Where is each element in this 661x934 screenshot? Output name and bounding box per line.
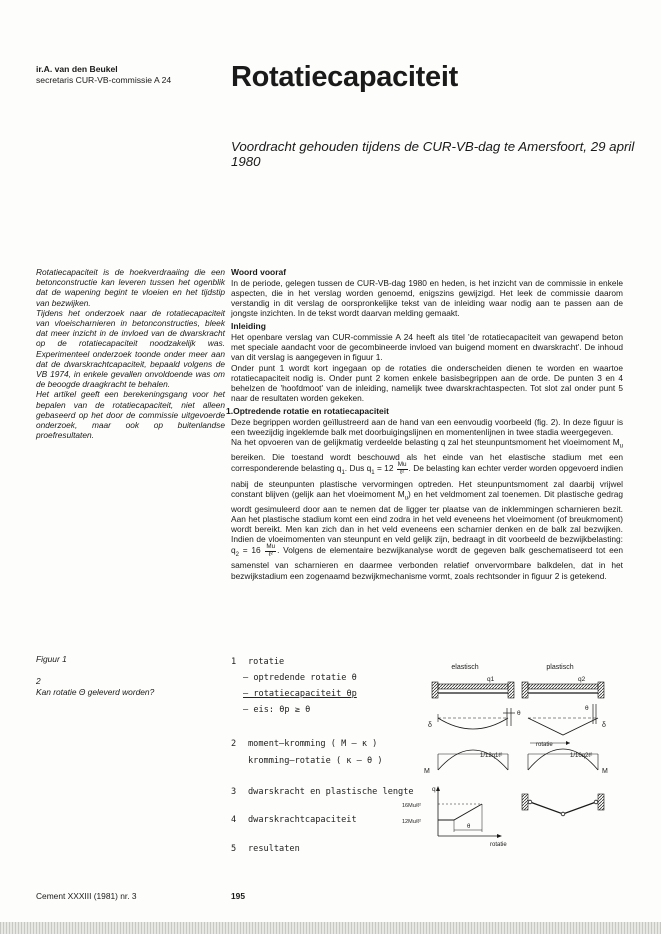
fraction-denominator: ℓ² bbox=[400, 468, 405, 476]
fraction-mu-l2 bbox=[397, 462, 408, 476]
load-q2: q2 bbox=[578, 676, 586, 683]
moment-label-right: M bbox=[602, 768, 608, 775]
outline-number: 5 bbox=[231, 844, 237, 854]
deflection-elastic bbox=[438, 714, 508, 729]
outline-number: 3 bbox=[231, 787, 237, 797]
outline-item bbox=[231, 657, 284, 667]
abstract-paragraph: Rotatiecapaciteit is de hoekverdraaiing die een betonconstructie kan leveren tussen het ogenblik dat de wapening begint te vloeien en het tijdstip van bezwijken. bbox=[36, 267, 225, 308]
collapse-mechanism bbox=[522, 794, 604, 816]
graph-level-12: 12Mu/ℓ² bbox=[402, 819, 421, 825]
text-run: Na het opvoeren van de gelijkmatig verdeelde belasting q zal het steunpuntsmoment het vloeimoment M bbox=[231, 437, 620, 448]
outline-item bbox=[243, 689, 357, 699]
fraction-denominator: ℓ² bbox=[268, 550, 273, 558]
figure-2-number: 2 bbox=[36, 676, 41, 686]
graph-level-16: 16Mu/ℓ² bbox=[402, 803, 421, 809]
scan-border bbox=[0, 922, 661, 934]
label-plastisch: plastisch bbox=[546, 664, 574, 671]
subscript: u bbox=[404, 495, 408, 502]
subscript: 1 bbox=[371, 470, 375, 477]
outline-label: – optredende rotatie θ bbox=[243, 673, 357, 683]
abstract-paragraph: Het artikel geeft een berekeningsgang voor het bepalen van de rotatiecapaciteit, niet alleen gebaseerd op het door de commissie uitgevoerde onderzoek, maar ook op buitenlandse proefresultaten. bbox=[36, 389, 225, 441]
page-number: 195 bbox=[231, 891, 245, 901]
outline-number: 2 bbox=[231, 739, 237, 749]
paragraph-optredende-2 bbox=[231, 437, 623, 580]
text-run: = 12 bbox=[374, 463, 396, 474]
paragraph-woord-vooraf: In de periode, gelegen tussen de CUR-VB-dag 1980 en heden, is het inzicht van de commissie in enkele aspecten, die in het verslag worden genoemd, enigszins gewijzigd. Het leek de commissie daarom verstandig in dit verslag de oorspronkelijke tekst van de inleiding waar nodig aan te passen aan de jongste inzichten. In de tekst wordt daarvan melding gemaakt. bbox=[231, 277, 623, 319]
outline-number: 4 bbox=[231, 815, 237, 825]
outline-label: – rotatiecapaciteit θp bbox=[243, 689, 357, 699]
author-name: ir.A. van den Beukel bbox=[36, 64, 118, 74]
abstract-paragraph: Tijdens het onderzoek naar de rotatiecapaciteit van vloeischarnieren in betonconstructies, bleek dat meer inzicht in de invloed van de dwarskracht op de rotatiecapaciteit noodzakelijk was. Experimenteel onderzoek toonde onder meer aan dat de dwarskrachtcapaciteit, bepaald volgens de VB 1974, in enkele gevallen onvoldoende was om de beoogde draagkracht te behalen. bbox=[36, 307, 225, 390]
outline-label: moment–kromming ( M – κ ) bbox=[248, 739, 378, 749]
figure-2-diagram bbox=[402, 660, 625, 875]
figure-2-caption: Kan rotatie Θ geleverd worden? bbox=[36, 687, 155, 697]
outline-label: resultaten bbox=[248, 844, 300, 854]
abstract bbox=[36, 267, 225, 440]
q-rotatie-graph bbox=[436, 786, 502, 838]
outline-label: kromming–rotatie ( κ – θ ) bbox=[248, 756, 383, 766]
fraction-numerator: Mu bbox=[266, 543, 276, 551]
text-run: . De belasting kan echter verder worden opgevoerd indien nabij de steunpunten plastische vervormingen optreden. Het steunpuntsmoment zal daarbij vrijwel constant blijven (gelijk aan het vloeimoment M bbox=[231, 463, 624, 499]
paragraph-inleiding-2: Onder punt 1 wordt kort ingegaan op de rotaties die onderscheiden dienen te worden en waartoe rotatiecapaciteit nodig is. Onder punt 2 komen enkele basisbegrippen aan de orde. De punten 3 en 4 behelzen de 'hoofdmoot' van de inleiding, namelijk twee dwarskrachtaspecten. Tot slot zal onder punt 5 naar de resultaten worden gekeken. bbox=[231, 362, 623, 404]
outline-label: dwarskrachtcapaciteit bbox=[248, 815, 357, 825]
graph-axis-q: q bbox=[432, 786, 436, 793]
outline-item bbox=[231, 739, 377, 749]
load-q1: q1 bbox=[487, 676, 495, 683]
author-block bbox=[36, 64, 226, 85]
outline-label: dwarskracht en plastische lengte bbox=[248, 787, 414, 797]
author-role: secretaris CUR-VB-commissie A 24 bbox=[36, 74, 172, 85]
text-run: . Volgens de elementaire bezwijkanalyse wordt de gegeven balk geschematiseerd tot een samenstel van scharnieren en daarmee verbonden relatief onvervormbare balkdelen, dat in het bezwijkstadium een zogenaamd bezwijkmechanisme vormt, zoals rechtsonder in figuur 2 is getekend. bbox=[231, 545, 623, 581]
elastic-beam bbox=[432, 682, 514, 698]
plastic-beam bbox=[522, 682, 604, 698]
arrow-head bbox=[566, 741, 570, 745]
figure-1-caption: Figuur 1 bbox=[36, 654, 67, 664]
moment-plastic-value: 1/16q2ℓ² bbox=[570, 753, 593, 759]
theta-label-plastic: θ bbox=[585, 705, 589, 712]
moment-label-left: M bbox=[424, 768, 430, 775]
delta-right: δ bbox=[602, 722, 606, 729]
outline-label: – eis: θp ≥ θ bbox=[243, 705, 311, 715]
text-run: bereiken. Die toestand wordt beschouwd als het einde van het elastische stadium met een corresponderende belasting q bbox=[231, 452, 623, 474]
outline-item bbox=[231, 787, 414, 797]
article-body bbox=[226, 267, 624, 581]
journal-reference: Cement XXXIII (1981) nr. 3 bbox=[36, 891, 137, 901]
fraction-numerator: Mu bbox=[397, 461, 407, 469]
outline-item bbox=[243, 705, 310, 715]
theta-label-elastic: θ bbox=[517, 710, 521, 717]
moment-elastic-value: 1/12q1ℓ² bbox=[480, 753, 503, 759]
article-subtitle: Voordracht gehouden tijdens de CUR-VB-dag te Amersfoort, 29 april 1980 bbox=[231, 139, 635, 169]
subscript: 2 bbox=[235, 552, 239, 559]
figure-captions bbox=[36, 654, 225, 698]
graph-axis-rotatie: rotatie bbox=[490, 842, 507, 848]
outline-item bbox=[231, 844, 300, 854]
paragraph-inleiding-1: Het openbare verslag van CUR-commissie A 24 heeft als titel 'de rotatiecapaciteit van gewapend beton met speciale aandacht voor de gecombineerde invloed van buigend moment en dwarskracht'. De inhoud van dit verslag is aangegeven in figuur 1. bbox=[231, 332, 623, 363]
paragraph-optredende-1: Deze begrippen worden geïllustreerd aan de hand van een eenvoudig voorbeeld (fig. 2). In deze figuur is een tweezijdig ingeklemde balk met doorbuigingslijnen en momentenlijnen in twee stadia weergegeven. bbox=[231, 417, 623, 438]
delta-left: δ bbox=[428, 722, 432, 729]
outline-number: 1 bbox=[231, 657, 237, 667]
outline-item bbox=[231, 815, 357, 825]
section-heading-inleiding: Inleiding bbox=[231, 321, 266, 332]
text-run: ) en het veldmoment zal toenemen. Dit plastische gedrag wordt gesimuleerd door aan te nemen dat de ligger ter plaatse van de inklemmingen scharnieren bezit. Aan het plastische stadium komt een eind zodra in het veld eveneens het vloeimoment (of breukmoment) wordt bereikt. Men kan zich dan in het veld eveneens een scharnier denken en de balk zal bezwijken. Indien de vloeimomenten van steunpunt en veld gelijk zijn, bedraagt in dit voorbeeld de bezwijkbelasting: q bbox=[231, 488, 623, 556]
outline-item bbox=[243, 673, 357, 683]
text-run: = 16 bbox=[238, 545, 265, 556]
label-elastisch: elastisch bbox=[451, 664, 479, 671]
fraction-mu-l2 bbox=[265, 544, 276, 558]
outline-label: rotatie bbox=[248, 657, 285, 667]
rotatie-arrow-label: rotatie bbox=[536, 742, 553, 748]
section-heading-optredende: 1.Optredende rotatie en rotatiecapaciteit bbox=[226, 406, 389, 417]
outline-item bbox=[248, 756, 383, 766]
section-heading-woord-vooraf: Woord vooraf bbox=[231, 267, 287, 277]
subscript: 1 bbox=[341, 470, 345, 477]
subscript: u bbox=[619, 444, 623, 451]
graph-theta: θ bbox=[467, 824, 471, 830]
article-title: Rotatiecapaciteit bbox=[231, 61, 458, 93]
text-run: . Dus q bbox=[344, 463, 372, 474]
